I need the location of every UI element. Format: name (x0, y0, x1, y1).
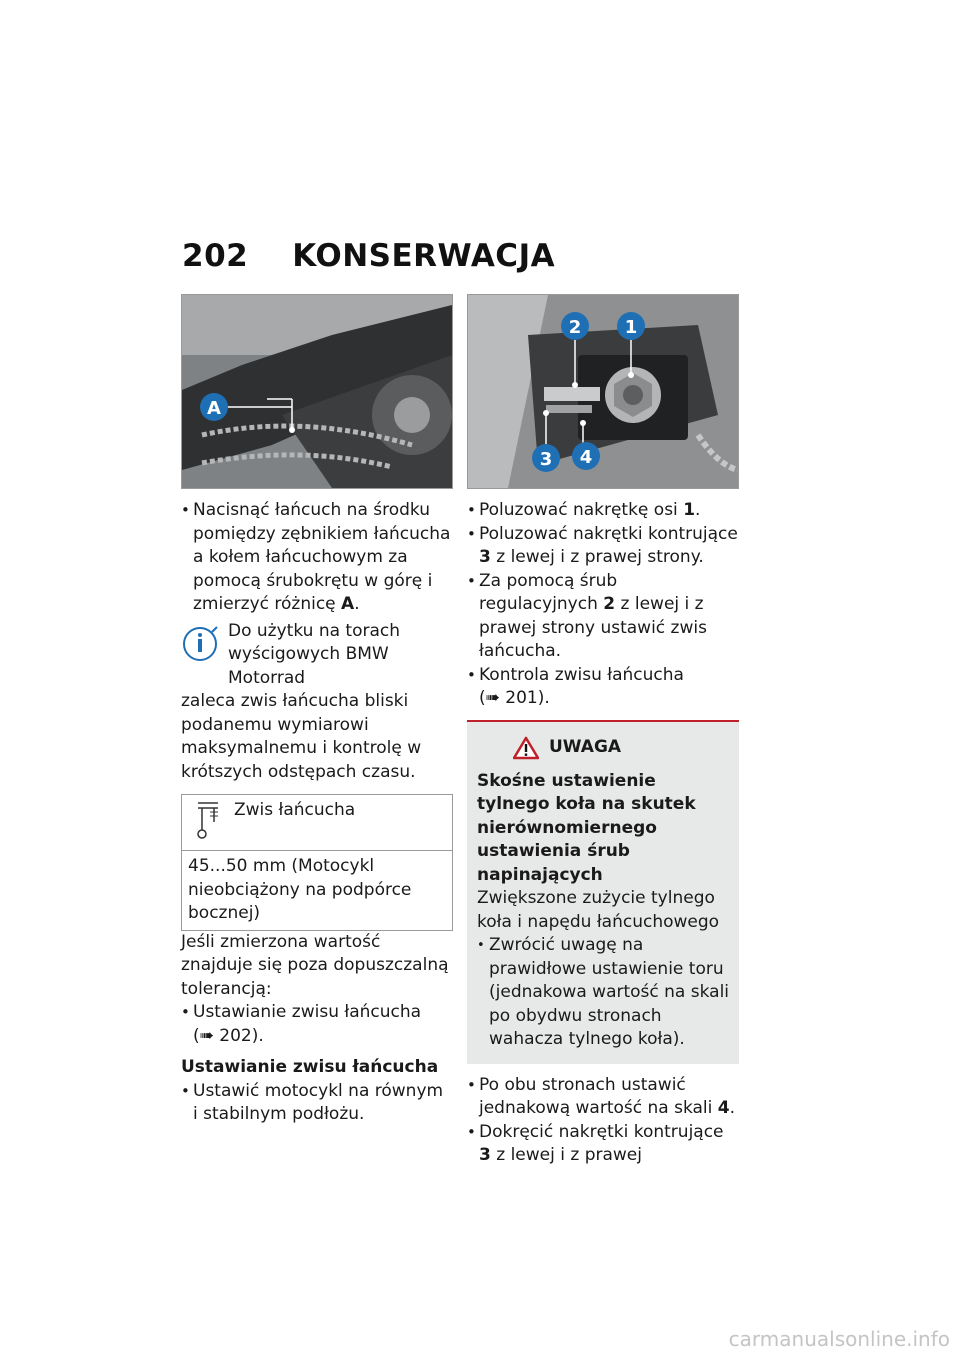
measurement-icon (196, 800, 220, 840)
page-reference[interactable]: (➠ 201). (479, 688, 550, 708)
spec-value: 45...50 mm (Motocykl nieobciążony na podpórce bocznej) (188, 856, 412, 923)
page-reference[interactable]: (➠ 202). (193, 1025, 264, 1046)
note-first-line: Do użytku na torach wyścigowych BMW Motorrad (228, 620, 401, 688)
step-set-scale: • Po obu stronach ustawić jednakową wartość na skali 4. (467, 1074, 739, 1121)
callout-label-3: 3 (539, 449, 553, 470)
left-column (181, 294, 453, 1127)
section-title: Ustawianie zwisu łańcucha (181, 1057, 439, 1077)
watermark: carmanualsonline.info (728, 1327, 950, 1351)
step-adjust-link: • Ustawianie zwisu łańcucha (➠ 202). (181, 1001, 453, 1048)
info-icon (181, 622, 223, 664)
callout-label-a: A (207, 398, 221, 419)
warning-box (467, 720, 739, 1064)
step-adjust-screws: • Za pomocą śrub regulacyjnych 2 z lewej i z prawej strony ustawić zwis łańcucha. (467, 570, 739, 664)
tolerance-paragraph: Jeśli zmierzona wartość znajduje się poza dopuszczalną tolerancją: (181, 931, 449, 999)
step-place-motorcycle: • Ustawić motocykl na równym i stabilnym podłożu. (181, 1080, 453, 1127)
warning-consequence: Zwiększone zużycie tylnego koła i napędu łańcuchowego (477, 888, 720, 932)
callout-label-1: 1 (624, 317, 638, 338)
spec-table (181, 794, 453, 931)
step-loosen-axle-nut: • Poluzować nakrętkę osi 1. (467, 499, 739, 523)
warning-instruction: • Zwrócić uwagę na prawidłowe ustawienie toru (jednakowa wartość na skali po obydwu stronach wahacza tylnego koła). (477, 934, 729, 1052)
note-rest: zaleca zwis łańcucha bliski podanemu wymiarowi maksymalnemu i kontrolę w krótszych odstępach czasu. (181, 691, 422, 782)
callout-label-2: 2 (568, 317, 582, 338)
warning-heading: Skośne ustawienie tylnego koła na skutek nierównomiernego ustawienia śrub napinających (477, 770, 696, 885)
warning-triangle-icon (513, 736, 539, 760)
step-tighten-lock-nuts: • Dokręcić nakrętki kontrujące 3 z lewej i z prawej (467, 1121, 739, 1168)
page-header (182, 238, 555, 274)
page-number: 202 (182, 238, 249, 274)
step-check-slack: • Kontrola zwisu łańcucha (➠ 201). (467, 664, 739, 711)
step-loosen-lock-nuts: • Poluzować nakrętki kontrujące 3 z lewej i z prawej strony. (467, 523, 739, 570)
callout-label-4: 4 (579, 447, 593, 468)
page-title: KONSERWACJA (292, 238, 556, 274)
racing-note (181, 620, 453, 785)
spec-label: Zwis łańcucha (234, 800, 356, 820)
spec-header (182, 795, 452, 851)
warning-title: UWAGA (513, 736, 729, 760)
chain-photo (181, 294, 453, 489)
step-press-chain: • Nacisnąć łańcuch na środku pomiędzy zębnikiem łańcucha a kołem łańcuchowym za pomocą śrubokrętu w górę i zmierzyć różnicę A. (181, 499, 453, 617)
axle-photo (467, 294, 739, 489)
right-column (467, 294, 739, 1168)
